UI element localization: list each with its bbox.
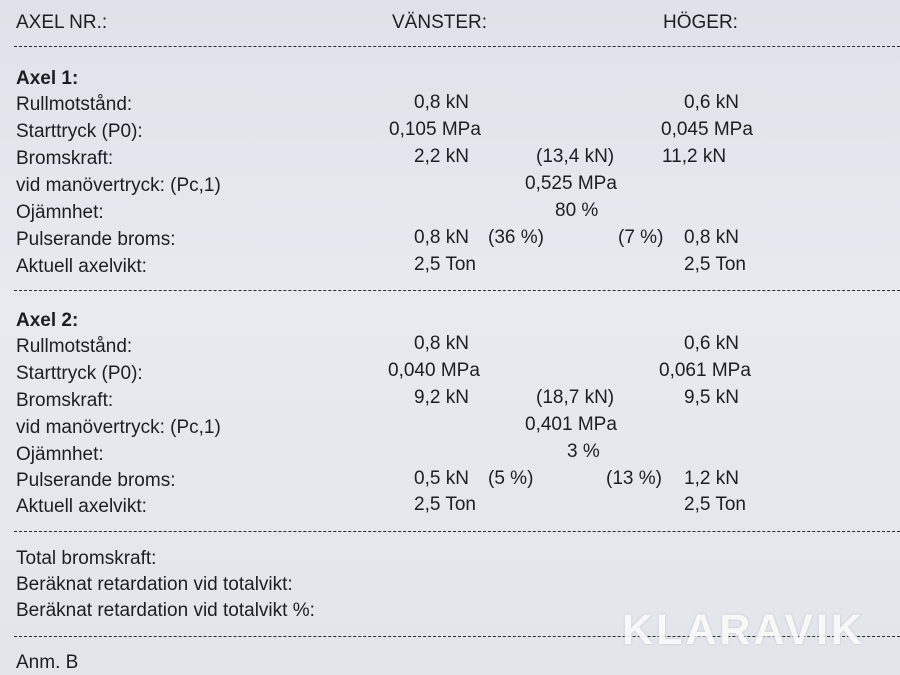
axle2-start-pressure-left: 0,040 MPa bbox=[388, 360, 480, 381]
axle2-rolling-label: Rullmotstånd: bbox=[16, 336, 133, 357]
axle1-weight-right: 2,5 Ton bbox=[684, 254, 746, 275]
axle-number-heading: AXEL NR.: bbox=[16, 12, 108, 33]
axle1-rolling-left: 0,8 kN bbox=[414, 92, 469, 113]
total-brake-force-label: Total bromskraft: bbox=[16, 548, 157, 569]
axle1-control-pressure-value: 0,525 MPa bbox=[525, 173, 617, 194]
axle1-start-pressure-left: 0,105 MPa bbox=[389, 119, 481, 140]
axle2-brake-force-total: (18,7 kN) bbox=[536, 387, 615, 408]
axle2-rolling-left: 0,8 kN bbox=[414, 333, 469, 354]
divider bbox=[14, 290, 900, 291]
divider bbox=[14, 46, 900, 47]
axle1-pulsating-left: 0,8 kN bbox=[414, 227, 469, 248]
axle1-pulsating-right: 0,8 kN bbox=[684, 227, 739, 248]
axle1-weight-label: Aktuell axelvikt: bbox=[16, 256, 147, 277]
axle1-pulsating-right-pct: (7 %) bbox=[618, 227, 664, 248]
axle1-start-pressure-right: 0,045 MPa bbox=[661, 119, 753, 140]
axle1-unevenness-label: Ojämnhet: bbox=[16, 202, 104, 223]
note-label: Anm. B bbox=[16, 652, 79, 673]
axle2-brake-force-label: Bromskraft: bbox=[16, 390, 114, 411]
axle2-rolling-right: 0,6 kN bbox=[684, 333, 739, 354]
axle2-pulsating-right: 1,2 kN bbox=[684, 468, 739, 489]
axle1-brake-force-right: 11,2 kN bbox=[662, 146, 727, 167]
axle1-pulsating-label: Pulserande broms: bbox=[16, 229, 176, 250]
axle2-control-pressure-value: 0,401 MPa bbox=[525, 414, 617, 435]
axle2-pulsating-left: 0,5 kN bbox=[414, 468, 469, 489]
watermark-logo: KLARAVIK bbox=[622, 606, 865, 654]
axle1-brake-force-total: (13,4 kN) bbox=[536, 146, 615, 167]
axle2-pulsating-right-pct: (13 %) bbox=[606, 468, 662, 489]
axle2-brake-force-right: 9,5 kN bbox=[684, 387, 739, 408]
axle2-weight-left: 2,5 Ton bbox=[414, 494, 476, 515]
axle2-start-pressure-label: Starttryck (P0): bbox=[16, 363, 143, 384]
axle1-unevenness-value: 80 % bbox=[555, 200, 599, 221]
axle2-unevenness-value: 3 % bbox=[567, 441, 600, 462]
divider bbox=[14, 531, 900, 532]
axle2-weight-label: Aktuell axelvikt: bbox=[16, 496, 147, 517]
axle1-brake-force-label: Bromskraft: bbox=[16, 148, 114, 169]
left-column-heading: VÄNSTER: bbox=[392, 12, 488, 33]
axle1-start-pressure-label: Starttryck (P0): bbox=[16, 121, 143, 142]
retardation-label: Beräknat retardation vid totalvikt: bbox=[16, 574, 293, 595]
axle1-rolling-right: 0,6 kN bbox=[684, 92, 739, 113]
axle2-weight-right: 2,5 Ton bbox=[684, 494, 746, 515]
axle2-pulsating-label: Pulserande broms: bbox=[16, 470, 176, 491]
axle1-weight-left: 2,5 Ton bbox=[414, 254, 476, 275]
axle2-brake-force-left: 9,2 kN bbox=[414, 387, 469, 408]
axle1-control-pressure-label: vid manövertryck: (Pc,1) bbox=[16, 175, 221, 196]
axle1-title: Axel 1: bbox=[16, 68, 79, 89]
axle1-rolling-label: Rullmotstånd: bbox=[16, 94, 133, 115]
right-column-heading: HÖGER: bbox=[663, 12, 738, 33]
axle2-pulsating-left-pct: (5 %) bbox=[488, 468, 534, 489]
axle2-unevenness-label: Ojämnhet: bbox=[16, 444, 104, 465]
axle1-pulsating-left-pct: (36 %) bbox=[488, 227, 544, 248]
axle2-control-pressure-label: vid manövertryck: (Pc,1) bbox=[16, 417, 221, 438]
axle2-start-pressure-right: 0,061 MPa bbox=[659, 360, 751, 381]
retardation-percent-label: Beräknat retardation vid totalvikt %: bbox=[16, 600, 315, 621]
axle2-title: Axel 2: bbox=[16, 310, 79, 331]
axle1-brake-force-left: 2,2 kN bbox=[414, 146, 469, 167]
